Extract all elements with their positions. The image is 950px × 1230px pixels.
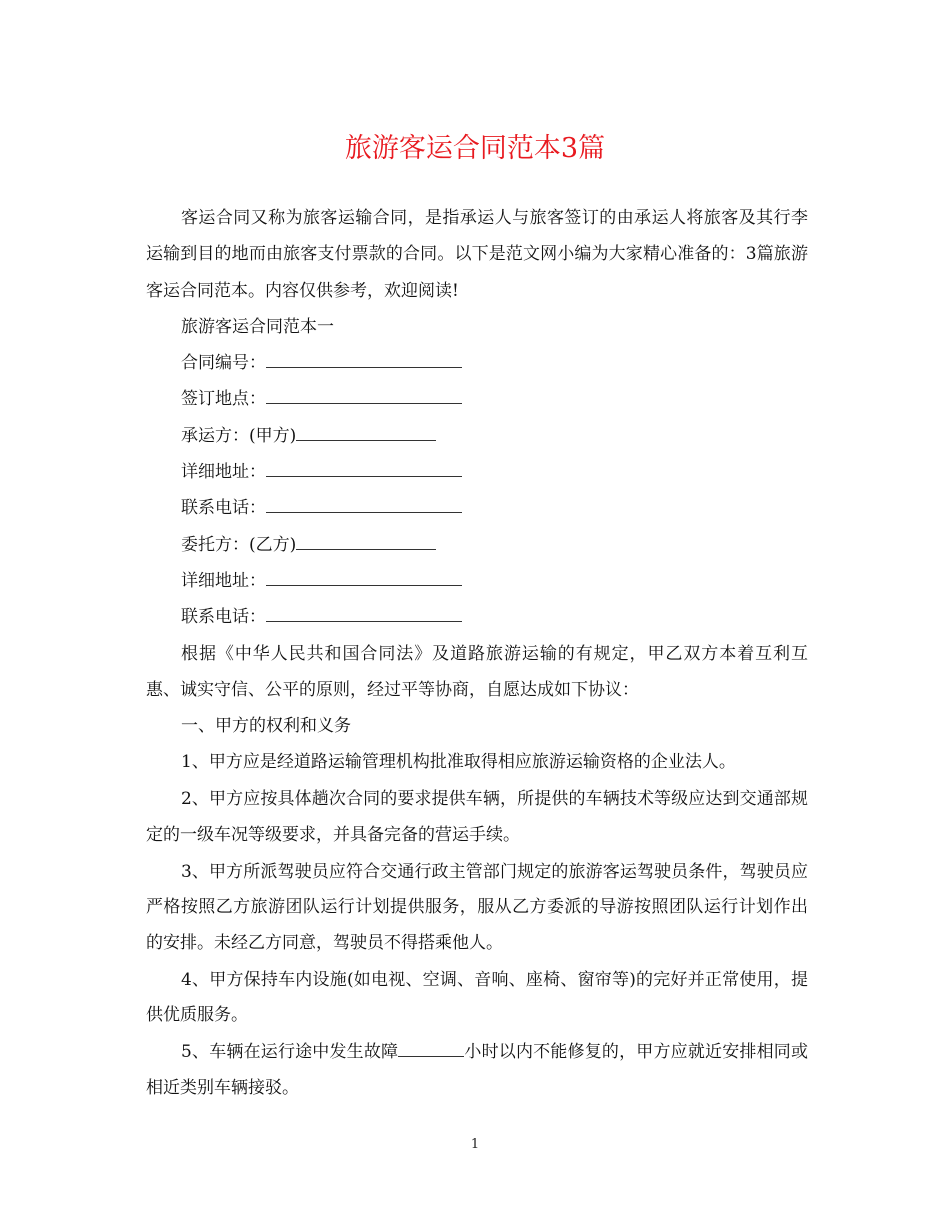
- field-label: 签订地点：: [181, 389, 266, 410]
- field-client-address: [146, 563, 808, 599]
- blank-line: [296, 422, 436, 441]
- blank-line: [266, 385, 462, 404]
- field-label: 承运方：(甲方): [181, 425, 297, 446]
- field-label: 详细地址：: [181, 570, 266, 591]
- clause-1: 1、甲方应是经道路运输管理机构批准取得相应旅游运输资格的企业法人。: [181, 752, 736, 773]
- blank-line: [266, 567, 462, 586]
- clause-5-text-end: 小时以内不能修复的，甲方应就近安排相同或相近类别车辆接驳。: [146, 1042, 808, 1098]
- field-label: 合同编号：: [181, 353, 266, 374]
- clause-5-text-start: 5、车辆在运行途中发生故障: [181, 1042, 399, 1063]
- clause-3: 3、甲方所派驾驶员应符合交通行政主管部门规定的旅游客运驾驶员条件，驾驶员应严格按照乙方旅游团队运行计划提供服务，服从乙方委派的导游按照团队运行计划作出的安排。未经乙方同意，驾驶员不得搭乘他人。: [146, 861, 808, 953]
- blank-line: [266, 494, 462, 513]
- blank-line: [266, 349, 462, 368]
- document-body: [146, 200, 808, 1106]
- blank-line: [398, 1038, 464, 1057]
- field-label: 联系电话：: [181, 607, 266, 628]
- blank-line: [266, 603, 462, 622]
- field-carrier-phone: [146, 490, 808, 526]
- document-title: 旅游客运合同范本3篇: [344, 133, 606, 164]
- section-title: 旅游客运合同范本一: [181, 316, 334, 337]
- heading-party-a-rights: 一、甲方的权利和义务: [181, 716, 351, 737]
- field-label: 详细地址：: [181, 462, 266, 483]
- clause-4: 4、甲方保持车内设施(如电视、空调、音响、座椅、窗帘等)的完好并正常使用，提供优质服务。: [146, 969, 808, 1026]
- field-sign-place: [146, 381, 808, 417]
- field-client: [146, 527, 808, 563]
- clause-5: [146, 1035, 808, 1106]
- field-label: 联系电话：: [181, 498, 266, 519]
- field-carrier-address: [146, 454, 808, 490]
- field-label: 委托方：(乙方): [181, 534, 297, 555]
- blank-line: [296, 531, 436, 550]
- blank-line: [266, 458, 462, 477]
- page-number: 1: [470, 1137, 480, 1152]
- clause-2: 2、甲方应按具体趟次合同的要求提供车辆，所提供的车辆技术等级应达到交通部规定的一级车况等级要求，并具备完备的营运手续。: [146, 789, 808, 845]
- field-carrier: [146, 418, 808, 454]
- preamble-paragraph: 根据《中华人民共和国合同法》及道路旅游运输的有规定，甲乙双方本着互利互惠、诚实守信、公平的原则，经过平等协商，自愿达成如下协议：: [146, 643, 808, 700]
- intro-paragraph: 客运合同又称为旅客运输合同，是指承运人与旅客签订的由承运人将旅客及其行李运输到目的地而由旅客支付票款的合同。以下是范文网小编为大家精心准备的：3篇旅游客运合同范本。内容仅供参考，欢迎阅读!: [146, 208, 808, 301]
- field-contract-no: [146, 345, 808, 381]
- field-client-phone: [146, 599, 808, 635]
